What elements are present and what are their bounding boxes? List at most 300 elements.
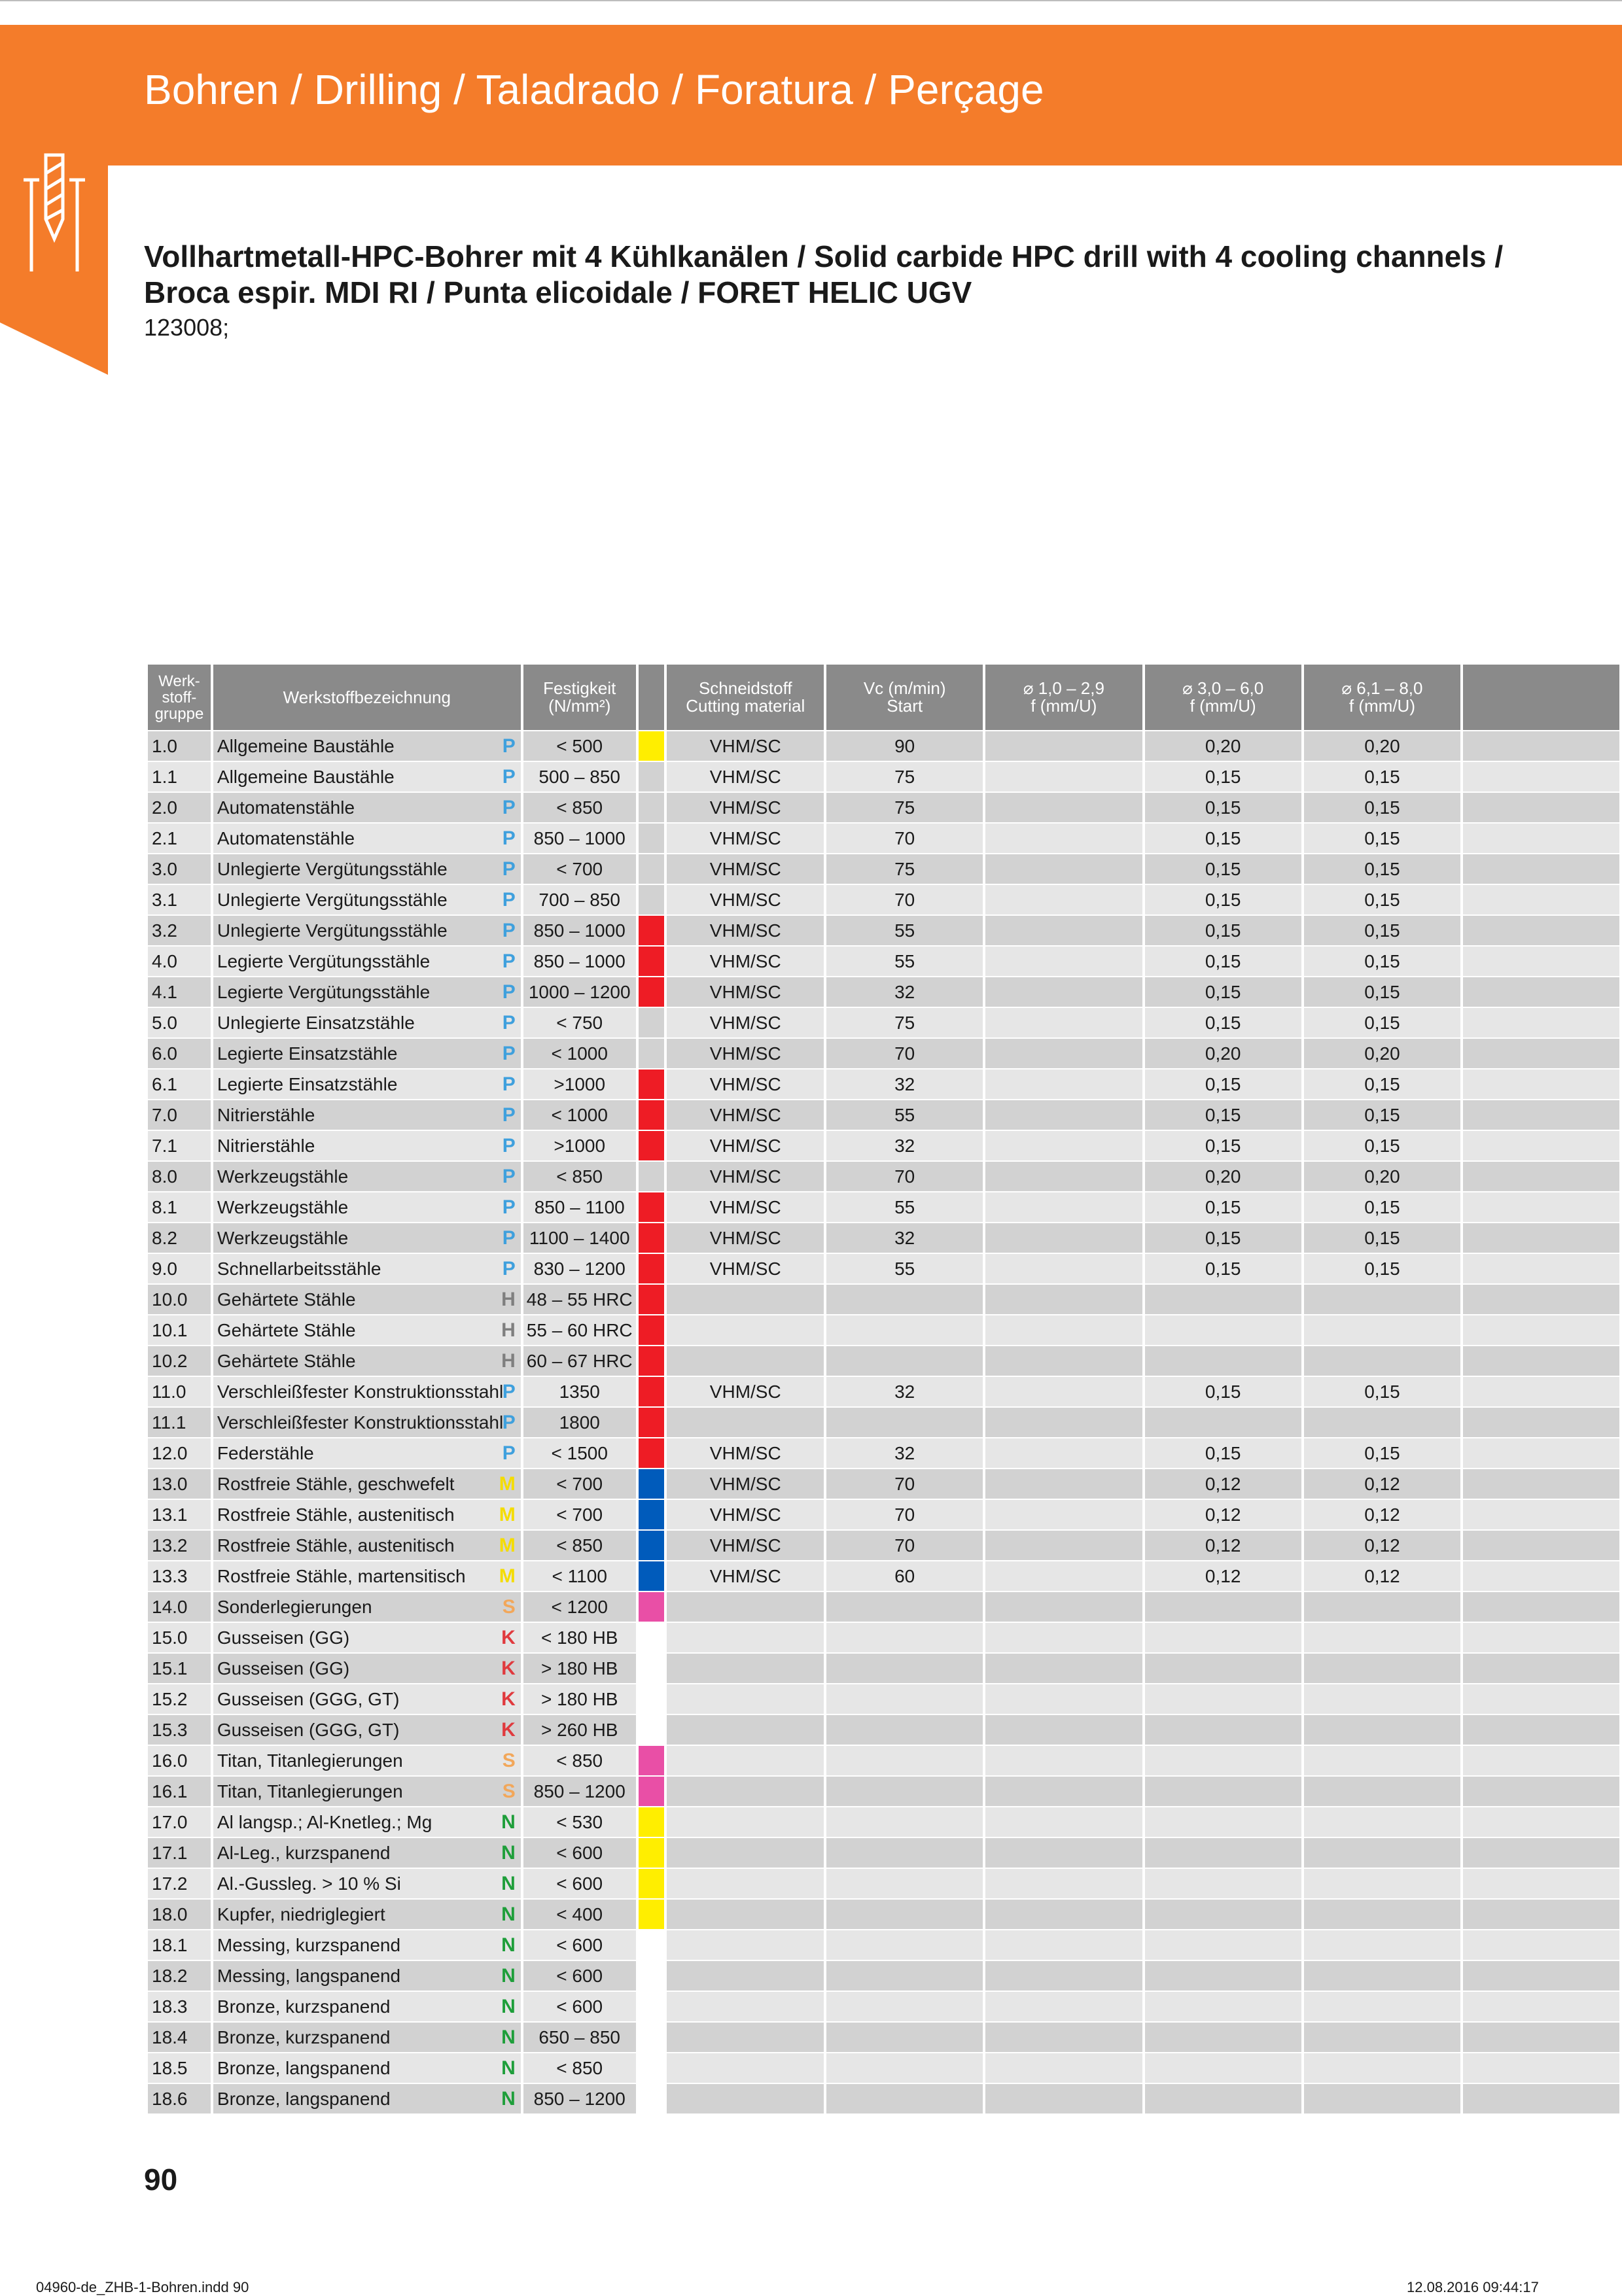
cell-feed-d3 <box>1304 1992 1460 2021</box>
cell-feed-d3: 0,15 <box>1304 1100 1460 1130</box>
cell-vc <box>826 1930 983 1960</box>
cell-vc <box>826 1654 983 1683</box>
page-title: Bohren / Drilling / Taladrado / Foratura / Perçage <box>144 66 1044 113</box>
cell-extra <box>1463 947 1619 976</box>
cell-feed-d2 <box>1145 1900 1301 1929</box>
cell-strength: 850 – 1200 <box>523 1777 636 1806</box>
cell-group-code: 14.0 <box>148 1592 211 1622</box>
cell-feed-d3: 0,15 <box>1304 1438 1460 1468</box>
cell-vc <box>826 1992 983 2021</box>
cell-strength: 1800 <box>523 1408 636 1437</box>
cell-cutting-material: VHM/SC <box>667 1070 824 1099</box>
cell-material-name <box>213 1961 521 1991</box>
table-row <box>148 1285 1619 1314</box>
cell-cutting-material <box>667 1838 824 1868</box>
table-row <box>148 977 1619 1007</box>
cell-strength: < 850 <box>523 1531 636 1560</box>
material-name-text: Verschleißfester Konstruktionsstahl <box>217 1412 504 1433</box>
cell-feed-d1 <box>985 1254 1142 1283</box>
footer-timestamp: 12.08.2016 09:44:17 <box>1407 2279 1539 2295</box>
material-name-text: Allgemeine Baustähle <box>217 766 395 787</box>
cell-feed-d1 <box>985 1807 1142 1837</box>
header-d2: ⌀ 3,0 – 6,0 f (mm/U) <box>1145 665 1301 730</box>
cell-feed-d3 <box>1304 1623 1460 1652</box>
cell-color-swatch <box>639 1531 665 1560</box>
cell-vc: 55 <box>826 916 983 945</box>
cell-material-name <box>213 1623 521 1652</box>
cell-feed-d2 <box>1145 2084 1301 2113</box>
cell-vc: 70 <box>826 885 983 914</box>
cell-cutting-material <box>667 1315 824 1345</box>
cell-cutting-material: VHM/SC <box>667 1500 824 1529</box>
material-name-text: Werkzeugstähle <box>217 1166 349 1187</box>
cell-strength: < 500 <box>523 731 636 761</box>
material-name-text: Gusseisen (GGG, GT) <box>217 1688 400 1709</box>
cell-extra <box>1463 1039 1619 1068</box>
cell-cutting-material: VHM/SC <box>667 731 824 761</box>
cell-strength: 1100 – 1400 <box>523 1223 636 1253</box>
iso-category-letter: P <box>502 1196 516 1218</box>
cell-feed-d1 <box>985 885 1142 914</box>
cell-extra <box>1463 1900 1619 1929</box>
cell-feed-d3 <box>1304 1961 1460 1991</box>
cell-feed-d3: 0,15 <box>1304 1223 1460 1253</box>
material-name-text: Gusseisen (GG) <box>217 1658 350 1679</box>
cell-feed-d2: 0,20 <box>1145 1039 1301 1068</box>
cell-extra <box>1463 1162 1619 1191</box>
cell-group-code: 1.0 <box>148 731 211 761</box>
cell-cutting-material: VHM/SC <box>667 824 824 853</box>
cell-material-name <box>213 1531 521 1560</box>
cell-cutting-material: VHM/SC <box>667 1438 824 1468</box>
table-row <box>148 1746 1619 1775</box>
cell-feed-d2: 0,15 <box>1145 885 1301 914</box>
cell-color-swatch <box>639 1039 665 1068</box>
cell-feed-d3: 0,15 <box>1304 1008 1460 1037</box>
cell-color-swatch <box>639 793 665 822</box>
cell-cutting-material: VHM/SC <box>667 885 824 914</box>
iso-category-letter: P <box>502 1442 516 1464</box>
material-name-text: Automatenstähle <box>217 827 355 848</box>
cell-vc <box>826 1961 983 1991</box>
cell-extra <box>1463 1223 1619 1253</box>
cell-extra <box>1463 1100 1619 1130</box>
cell-material-name <box>213 1838 521 1868</box>
material-name-text: Unlegierte Vergütungsstähle <box>217 920 448 941</box>
iso-category-letter: N <box>501 2057 516 2079</box>
cell-cutting-material <box>667 1992 824 2021</box>
cell-extra <box>1463 1654 1619 1683</box>
cutting-data-table <box>145 663 1622 2115</box>
cell-cutting-material <box>667 1285 824 1314</box>
iso-category-letter: P <box>502 1412 516 1433</box>
material-name-text: Federstähle <box>217 1442 314 1463</box>
cell-strength: 1000 – 1200 <box>523 977 636 1007</box>
cell-feed-d1 <box>985 1777 1142 1806</box>
cell-feed-d3: 0,15 <box>1304 762 1460 791</box>
cell-cutting-material: VHM/SC <box>667 762 824 791</box>
cell-extra <box>1463 916 1619 945</box>
cell-feed-d2 <box>1145 1654 1301 1683</box>
cell-material-name <box>213 1254 521 1283</box>
cell-feed-d1 <box>985 916 1142 945</box>
cell-feed-d1 <box>985 854 1142 884</box>
cell-feed-d1 <box>985 1838 1142 1868</box>
cell-extra <box>1463 1192 1619 1222</box>
cell-feed-d3: 0,15 <box>1304 977 1460 1007</box>
cell-cutting-material <box>667 2023 824 2052</box>
cell-cutting-material: VHM/SC <box>667 1223 824 1253</box>
table-row <box>148 1438 1619 1468</box>
iso-category-letter: N <box>501 1842 516 1864</box>
cell-cutting-material <box>667 2084 824 2113</box>
cell-extra <box>1463 1070 1619 1099</box>
header-strength: Festigkeit (N/mm²) <box>523 665 636 730</box>
cell-strength: 850 – 1000 <box>523 947 636 976</box>
cell-material-name <box>213 1100 521 1130</box>
material-name-text: Rostfreie Stähle, martensitisch <box>217 1565 466 1586</box>
table-row <box>148 793 1619 822</box>
table-row <box>148 1100 1619 1130</box>
material-name-text: Automatenstähle <box>217 797 355 818</box>
cell-color-swatch <box>639 731 665 761</box>
table-row <box>148 1715 1619 1745</box>
cell-cutting-material <box>667 2053 824 2083</box>
cell-color-swatch <box>639 1992 665 2021</box>
cell-strength: < 700 <box>523 1469 636 1499</box>
iso-category-letter: N <box>501 2088 516 2110</box>
cell-feed-d2 <box>1145 1346 1301 1376</box>
cell-material-name <box>213 2023 521 2052</box>
cell-strength: < 600 <box>523 1992 636 2021</box>
cell-vc <box>826 1777 983 1806</box>
cell-strength: < 700 <box>523 854 636 884</box>
cell-strength: > 260 HB <box>523 1715 636 1745</box>
cell-cutting-material <box>667 1592 824 1622</box>
table-row <box>148 1500 1619 1529</box>
cell-vc: 75 <box>826 793 983 822</box>
cell-group-code: 6.1 <box>148 1070 211 1099</box>
material-name-text: Nitrierstähle <box>217 1104 315 1125</box>
cell-vc: 90 <box>826 731 983 761</box>
material-name-text: Al-Leg., kurzspanend <box>217 1842 391 1863</box>
cell-feed-d2 <box>1145 2023 1301 2052</box>
cell-material-name <box>213 2084 521 2113</box>
cell-strength: >1000 <box>523 1070 636 1099</box>
iso-category-letter: S <box>502 1596 516 1618</box>
table-row <box>148 1346 1619 1376</box>
material-name-text: Bronze, kurzspanend <box>217 1996 391 2017</box>
cell-cutting-material <box>667 1654 824 1683</box>
cell-cutting-material <box>667 1346 824 1376</box>
cell-feed-d1 <box>985 1346 1142 1376</box>
cell-group-code: 13.1 <box>148 1500 211 1529</box>
cell-feed-d2: 0,12 <box>1145 1500 1301 1529</box>
table-row <box>148 1561 1619 1591</box>
table-row <box>148 1961 1619 1991</box>
cell-feed-d2: 0,15 <box>1145 1254 1301 1283</box>
iso-category-letter: N <box>501 1996 516 2017</box>
cell-material-name <box>213 2053 521 2083</box>
cell-extra <box>1463 1684 1619 1714</box>
iso-category-letter: N <box>501 1934 516 1956</box>
cell-material-name <box>213 1930 521 1960</box>
iso-category-letter: P <box>502 766 516 788</box>
cell-feed-d3: 0,15 <box>1304 885 1460 914</box>
material-name-text: Legierte Einsatzstähle <box>217 1073 398 1094</box>
cell-feed-d3 <box>1304 1807 1460 1837</box>
cell-material-name <box>213 1408 521 1437</box>
cell-vc: 55 <box>826 1192 983 1222</box>
cell-material-name <box>213 731 521 761</box>
cell-feed-d3: 0,15 <box>1304 1192 1460 1222</box>
cell-feed-d1 <box>985 1869 1142 1898</box>
cell-feed-d3: 0,15 <box>1304 824 1460 853</box>
cell-color-swatch <box>639 1377 665 1406</box>
header-vc: Vc (m/min) Start <box>826 665 983 730</box>
iso-category-letter: K <box>501 1688 516 1710</box>
material-name-text: Al langsp.; Al-Knetleg.; Mg <box>217 1811 432 1832</box>
cell-vc <box>826 1408 983 1437</box>
cell-feed-d2: 0,15 <box>1145 1438 1301 1468</box>
cell-feed-d1 <box>985 1900 1142 1929</box>
cell-group-code: 18.6 <box>148 2084 211 2113</box>
header-group: Werk- stoff- gruppe <box>148 665 211 730</box>
cell-cutting-material <box>667 1807 824 1837</box>
cell-feed-d2: 0,15 <box>1145 916 1301 945</box>
cell-feed-d2: 0,15 <box>1145 947 1301 976</box>
header-name: Werkstoffbezeichnung <box>213 665 521 730</box>
cell-cutting-material: VHM/SC <box>667 1561 824 1591</box>
cell-vc: 75 <box>826 762 983 791</box>
cell-extra <box>1463 1408 1619 1437</box>
cell-feed-d2 <box>1145 1869 1301 1898</box>
cell-material-name <box>213 1346 521 1376</box>
cell-strength: 60 – 67 HRC <box>523 1346 636 1376</box>
cell-group-code: 8.2 <box>148 1223 211 1253</box>
cell-material-name <box>213 793 521 822</box>
cell-material-name <box>213 1561 521 1591</box>
material-name-text: Schnellarbeitsstähle <box>217 1258 381 1279</box>
material-name-text: Bronze, langspanend <box>217 2088 391 2109</box>
cell-feed-d3: 0,15 <box>1304 1377 1460 1406</box>
cell-feed-d2 <box>1145 1807 1301 1837</box>
cell-group-code: 2.0 <box>148 793 211 822</box>
cell-feed-d3: 0,15 <box>1304 1070 1460 1099</box>
table-row <box>148 1039 1619 1068</box>
table-row <box>148 854 1619 884</box>
cell-strength: < 850 <box>523 793 636 822</box>
cell-feed-d2 <box>1145 1746 1301 1775</box>
cell-strength: < 530 <box>523 1807 636 1837</box>
cell-feed-d3 <box>1304 1346 1460 1376</box>
cell-material-name <box>213 1592 521 1622</box>
cell-group-code: 3.2 <box>148 916 211 945</box>
cell-feed-d3 <box>1304 2023 1460 2052</box>
cell-group-code: 13.2 <box>148 1531 211 1560</box>
cell-extra <box>1463 1746 1619 1775</box>
cell-cutting-material: VHM/SC <box>667 1531 824 1560</box>
cell-group-code: 10.0 <box>148 1285 211 1314</box>
cell-vc: 60 <box>826 1561 983 1591</box>
cell-group-code: 18.5 <box>148 2053 211 2083</box>
cell-cutting-material: VHM/SC <box>667 1162 824 1191</box>
material-name-text: Titan, Titanlegierungen <box>217 1750 403 1771</box>
cell-feed-d1 <box>985 1039 1142 1068</box>
cell-strength: 850 – 1000 <box>523 824 636 853</box>
cell-strength: < 600 <box>523 1961 636 1991</box>
cell-color-swatch <box>639 1131 665 1160</box>
cell-feed-d2 <box>1145 1777 1301 1806</box>
iso-category-letter: K <box>501 1719 516 1741</box>
cell-color-swatch <box>639 1223 665 1253</box>
cell-vc: 75 <box>826 854 983 884</box>
cell-feed-d2: 0,15 <box>1145 977 1301 1007</box>
iso-category-letter: N <box>501 1965 516 1987</box>
cell-color-swatch <box>639 1961 665 1991</box>
cell-extra <box>1463 793 1619 822</box>
cell-group-code: 18.2 <box>148 1961 211 1991</box>
cell-group-code: 13.0 <box>148 1469 211 1499</box>
iso-category-letter: P <box>502 1227 516 1249</box>
cell-group-code: 1.1 <box>148 762 211 791</box>
iso-category-letter: P <box>502 1258 516 1279</box>
table-row <box>148 1192 1619 1222</box>
cell-extra <box>1463 1623 1619 1652</box>
cell-feed-d1 <box>985 1192 1142 1222</box>
cell-color-swatch <box>639 885 665 914</box>
cell-material-name <box>213 1438 521 1468</box>
article-number: 123008; <box>144 314 230 341</box>
cell-group-code: 17.2 <box>148 1869 211 1898</box>
cell-material-name <box>213 947 521 976</box>
material-name-text: Werkzeugstähle <box>217 1227 349 1248</box>
cell-material-name <box>213 1162 521 1191</box>
material-name-text: Rostfreie Stähle, geschwefelt <box>217 1473 455 1494</box>
cell-color-swatch <box>639 854 665 884</box>
cell-group-code: 17.0 <box>148 1807 211 1837</box>
cell-strength: < 1000 <box>523 1100 636 1130</box>
cell-feed-d3 <box>1304 1684 1460 1714</box>
cell-strength: 55 – 60 HRC <box>523 1315 636 1345</box>
cell-color-swatch <box>639 2084 665 2113</box>
cell-strength: 850 – 1200 <box>523 2084 636 2113</box>
cell-color-swatch <box>639 916 665 945</box>
cell-strength: < 850 <box>523 1746 636 1775</box>
cell-group-code: 11.1 <box>148 1408 211 1437</box>
iso-category-letter: N <box>501 1904 516 1925</box>
cell-extra <box>1463 1008 1619 1037</box>
drill-icon <box>18 147 90 278</box>
cell-extra <box>1463 824 1619 853</box>
cell-group-code: 3.1 <box>148 885 211 914</box>
cell-feed-d3: 0,15 <box>1304 1131 1460 1160</box>
cell-cutting-material: VHM/SC <box>667 1377 824 1406</box>
cell-feed-d2: 0,15 <box>1145 762 1301 791</box>
cell-cutting-material <box>667 1900 824 1929</box>
cell-feed-d3: 0,15 <box>1304 793 1460 822</box>
cell-feed-d2 <box>1145 1315 1301 1345</box>
cell-vc <box>826 1684 983 1714</box>
cell-extra <box>1463 1315 1619 1345</box>
cell-feed-d3 <box>1304 1592 1460 1622</box>
cell-vc <box>826 1315 983 1345</box>
material-name-text: Unlegierte Vergütungsstähle <box>217 858 448 879</box>
iso-category-letter: S <box>502 1750 516 1771</box>
cell-feed-d3 <box>1304 1715 1460 1745</box>
cell-group-code: 18.4 <box>148 2023 211 2052</box>
cell-strength: < 400 <box>523 1900 636 1929</box>
header-swatch <box>639 665 665 730</box>
cell-color-swatch <box>639 1192 665 1222</box>
cell-group-code: 5.0 <box>148 1008 211 1037</box>
cell-feed-d1 <box>985 1531 1142 1560</box>
cell-strength: > 180 HB <box>523 1654 636 1683</box>
cell-feed-d2 <box>1145 1285 1301 1314</box>
cell-color-swatch <box>639 1070 665 1099</box>
cell-group-code: 18.1 <box>148 1930 211 1960</box>
cell-group-code: 15.1 <box>148 1654 211 1683</box>
cell-feed-d2: 0,12 <box>1145 1469 1301 1499</box>
cell-feed-d3: 0,12 <box>1304 1500 1460 1529</box>
cell-feed-d1 <box>985 824 1142 853</box>
material-name-text: Sonderlegierungen <box>217 1596 372 1617</box>
cell-color-swatch <box>639 1869 665 1898</box>
cell-color-swatch <box>639 1746 665 1775</box>
cell-feed-d1 <box>985 1623 1142 1652</box>
material-name-text: Bronze, kurzspanend <box>217 2026 391 2047</box>
iso-category-letter: P <box>502 1135 516 1157</box>
cell-strength: < 850 <box>523 2053 636 2083</box>
cell-extra <box>1463 1285 1619 1314</box>
cell-vc <box>826 1285 983 1314</box>
cell-color-swatch <box>639 1807 665 1837</box>
cell-feed-d2: 0,15 <box>1145 854 1301 884</box>
table-row <box>148 2084 1619 2113</box>
cell-vc <box>826 1900 983 1929</box>
product-title-line1: Vollhartmetall-HPC-Bohrer mit 4 Kühlkanälen / Solid carbide HPC drill with 4 cooling channels / <box>144 239 1504 273</box>
cell-vc: 70 <box>826 824 983 853</box>
cell-strength: 650 – 850 <box>523 2023 636 2052</box>
material-name-text: Bronze, langspanend <box>217 2057 391 2078</box>
table-row <box>148 1900 1619 1929</box>
cell-strength: 500 – 850 <box>523 762 636 791</box>
cell-feed-d3 <box>1304 1654 1460 1683</box>
cell-color-swatch <box>639 1777 665 1806</box>
cell-feed-d3: 0,15 <box>1304 947 1460 976</box>
table-row <box>148 885 1619 914</box>
table-row <box>148 1469 1619 1499</box>
iso-category-letter: P <box>502 1381 516 1402</box>
header-d1: ⌀ 1,0 – 2,9 f (mm/U) <box>985 665 1142 730</box>
cell-feed-d1 <box>985 1315 1142 1345</box>
cell-extra <box>1463 1869 1619 1898</box>
cell-extra <box>1463 762 1619 791</box>
cell-extra <box>1463 1131 1619 1160</box>
cell-cutting-material <box>667 1408 824 1437</box>
cell-vc <box>826 2053 983 2083</box>
table-row <box>148 1838 1619 1868</box>
cell-material-name <box>213 762 521 791</box>
cell-color-swatch <box>639 1469 665 1499</box>
iso-category-letter: N <box>501 2026 516 2048</box>
cell-vc: 32 <box>826 1131 983 1160</box>
cell-feed-d2 <box>1145 2053 1301 2083</box>
cell-group-code: 15.2 <box>148 1684 211 1714</box>
cell-material-name <box>213 885 521 914</box>
iso-category-letter: P <box>502 950 516 972</box>
cell-group-code: 13.3 <box>148 1561 211 1591</box>
